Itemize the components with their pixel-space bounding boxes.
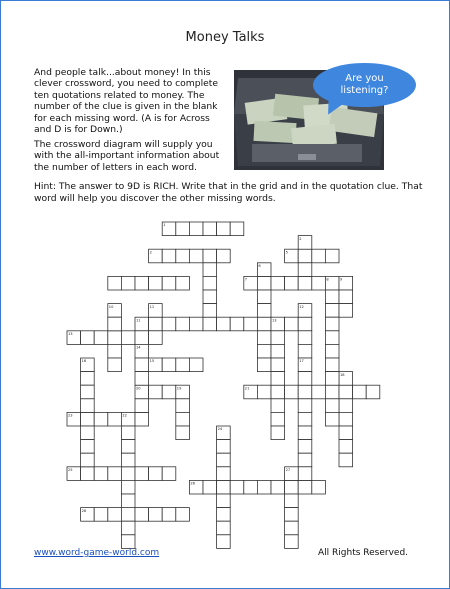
- crossword-cell[interactable]: [217, 508, 231, 522]
- clue-number: 13: [272, 318, 277, 323]
- crossword-cell[interactable]: [298, 263, 312, 277]
- crossword-cell[interactable]: [325, 358, 339, 372]
- crossword-cell[interactable]: [285, 385, 299, 399]
- crossword-cell[interactable]: [121, 467, 135, 481]
- crossword-cell[interactable]: [285, 276, 299, 290]
- crossword-cell[interactable]: [312, 385, 326, 399]
- crossword-cell[interactable]: [271, 399, 285, 413]
- crossword-cell[interactable]: [366, 385, 380, 399]
- crossword-cell[interactable]: [271, 276, 285, 290]
- crossword-cell[interactable]: [203, 304, 217, 318]
- crossword-cell[interactable]: [121, 276, 135, 290]
- crossword-cell[interactable]: [298, 440, 312, 454]
- clue-number: 27: [285, 468, 291, 472]
- crossword-cell[interactable]: [325, 290, 339, 304]
- crossword-cell[interactable]: [121, 508, 135, 522]
- crossword-cell[interactable]: [257, 385, 271, 399]
- crossword-cell[interactable]: [217, 480, 231, 494]
- crossword-cell[interactable]: [325, 399, 339, 413]
- clue-number: 12: [299, 304, 304, 309]
- crossword-cell[interactable]: [339, 426, 353, 440]
- crossword-cell[interactable]: [271, 480, 285, 494]
- crossword-cell[interactable]: [339, 290, 353, 304]
- crossword-cell[interactable]: [176, 358, 190, 372]
- crossword-cell[interactable]: [271, 372, 285, 386]
- clue-number: 1: [163, 223, 166, 228]
- crossword-cell[interactable]: [81, 426, 95, 440]
- crossword-cell[interactable]: [298, 426, 312, 440]
- crossword-cell[interactable]: [189, 317, 203, 331]
- clue-number: 15: [149, 359, 155, 364]
- crossword-cell[interactable]: [339, 412, 353, 426]
- crossword-cell[interactable]: [176, 317, 190, 331]
- crossword-cell[interactable]: [176, 399, 190, 413]
- crossword-cell[interactable]: [244, 480, 258, 494]
- clue-number: 11: [149, 304, 155, 309]
- crossword-cell[interactable]: [121, 331, 135, 345]
- crossword-cell[interactable]: [298, 399, 312, 413]
- crossword-cell[interactable]: [108, 358, 122, 372]
- crossword-cell[interactable]: [203, 249, 217, 263]
- clue-number: 2: [299, 236, 302, 241]
- crossword-cell[interactable]: [135, 399, 149, 413]
- crossword-cell[interactable]: [298, 385, 312, 399]
- crossword-cell[interactable]: [176, 276, 190, 290]
- crossword-cell[interactable]: [135, 508, 149, 522]
- page-title: Money Talks: [185, 30, 265, 45]
- clue-number: 2: [149, 250, 152, 255]
- crossword-cell[interactable]: [108, 317, 122, 331]
- clue-number: 9: [340, 277, 343, 282]
- crossword-cell[interactable]: [325, 385, 339, 399]
- crossword-cell[interactable]: [121, 494, 135, 508]
- crossword-cell[interactable]: [339, 453, 353, 467]
- crossword-cell[interactable]: [176, 249, 190, 263]
- crossword-cell[interactable]: [217, 440, 231, 454]
- crossword-cell[interactable]: [135, 331, 149, 345]
- crossword-cell[interactable]: [257, 317, 271, 331]
- crossword-cell[interactable]: [81, 399, 95, 413]
- crossword-cell[interactable]: [94, 508, 108, 522]
- crossword-cell[interactable]: [325, 331, 339, 345]
- crossword-cell[interactable]: [285, 535, 299, 549]
- crossword-cell[interactable]: [94, 331, 108, 345]
- crossword-cell[interactable]: [312, 480, 326, 494]
- crossword-cell[interactable]: [162, 249, 176, 263]
- crossword-cell[interactable]: [121, 521, 135, 535]
- crossword-cell[interactable]: [94, 467, 108, 481]
- clue-number: 8: [326, 277, 329, 282]
- crossword-cell[interactable]: [325, 344, 339, 358]
- website-link[interactable]: www.word-game-world.com: [34, 548, 160, 558]
- crossword-cell[interactable]: [149, 508, 163, 522]
- crossword-cell[interactable]: [203, 290, 217, 304]
- speech-bubble-text: Are you listening?: [340, 73, 389, 96]
- crossword-cell[interactable]: [176, 508, 190, 522]
- crossword-cell[interactable]: [81, 440, 95, 454]
- crossword-cell[interactable]: [257, 358, 271, 372]
- crossword-cell[interactable]: [285, 508, 299, 522]
- clue-number: 20: [136, 386, 141, 391]
- clue-number: 7: [244, 277, 248, 282]
- crossword-cell[interactable]: [257, 304, 271, 318]
- crossword-cell[interactable]: [162, 317, 176, 331]
- clue-number: 23: [68, 413, 73, 418]
- crossword-cell[interactable]: [339, 304, 353, 318]
- crossword-cell[interactable]: [312, 276, 326, 290]
- crossword-cell[interactable]: [203, 317, 217, 331]
- crossword-cell[interactable]: [298, 467, 312, 481]
- clue-number: 28: [81, 508, 87, 513]
- crossword-cell[interactable]: [189, 358, 203, 372]
- crossword-cell[interactable]: [312, 249, 326, 263]
- crossword-cell[interactable]: [230, 222, 244, 236]
- crossword-cell[interactable]: [176, 426, 190, 440]
- crossword-cell[interactable]: [217, 222, 231, 236]
- crossword-cell[interactable]: [217, 317, 231, 331]
- crossword-cell[interactable]: [203, 222, 217, 236]
- crossword-cell[interactable]: [135, 372, 149, 386]
- clue-number: 16: [81, 359, 87, 364]
- crossword-cell[interactable]: [257, 276, 271, 290]
- crossword-cell[interactable]: [162, 358, 176, 372]
- clue-number: 6: [258, 264, 261, 268]
- crossword-cell[interactable]: [298, 480, 312, 494]
- crossword-cell[interactable]: [81, 372, 95, 386]
- crossword-cell[interactable]: [257, 344, 271, 358]
- crossword-cell[interactable]: [176, 222, 190, 236]
- crossword-cell[interactable]: [108, 344, 122, 358]
- crossword-cell[interactable]: [108, 276, 122, 290]
- intro-paragraph-diagram: The crossword diagram will supply you with the all-important information about the number of letters in each word.: [34, 139, 220, 173]
- crossword-cell[interactable]: [298, 372, 312, 386]
- crossword-cell[interactable]: [81, 385, 95, 399]
- crossword-cell[interactable]: [121, 535, 135, 549]
- crossword-cell[interactable]: [203, 276, 217, 290]
- crossword-cell[interactable]: [149, 276, 163, 290]
- crossword-cell[interactable]: [108, 508, 122, 522]
- crossword-cell[interactable]: [108, 467, 122, 481]
- clue-number: 11: [136, 318, 141, 323]
- crossword-cell[interactable]: [121, 480, 135, 494]
- crossword-cell[interactable]: [81, 467, 95, 481]
- crossword-cell[interactable]: [217, 467, 231, 481]
- crossword-cell[interactable]: [149, 467, 163, 481]
- crossword-cell[interactable]: [271, 331, 285, 345]
- crossword-cell[interactable]: [162, 276, 176, 290]
- crossword-cell[interactable]: [149, 331, 163, 345]
- crossword-cell[interactable]: [257, 290, 271, 304]
- crossword-cell[interactable]: [162, 467, 176, 481]
- crossword-cell[interactable]: [217, 535, 231, 549]
- crossword-cell[interactable]: [271, 358, 285, 372]
- clue-number: 21: [244, 386, 250, 391]
- crossword-cell[interactable]: [298, 453, 312, 467]
- crossword-cell[interactable]: [135, 358, 149, 372]
- crossword-cell[interactable]: [325, 412, 339, 426]
- crossword-cell[interactable]: [81, 412, 95, 426]
- clue-number: 5: [285, 250, 288, 255]
- crossword-cell[interactable]: [285, 494, 299, 508]
- crossword-cell[interactable]: [135, 276, 149, 290]
- crossword-cell[interactable]: [162, 508, 176, 522]
- crossword-cell[interactable]: [271, 344, 285, 358]
- clue-number: 19: [176, 386, 182, 391]
- crossword-cell[interactable]: [271, 426, 285, 440]
- clue-number: 24: [217, 427, 223, 432]
- crossword-cell[interactable]: [244, 317, 258, 331]
- hint-text: Hint: The answer to 9D is RICH. Write that in the grid and in the quotation clue. That word will help you discover the other missing words.: [34, 181, 423, 204]
- crossword-cell[interactable]: [81, 453, 95, 467]
- clue-number: 14: [136, 345, 141, 350]
- crossword-cell[interactable]: [121, 453, 135, 467]
- crossword-cell[interactable]: [298, 249, 312, 263]
- clue-number: 13: [68, 332, 73, 336]
- crossword-cell[interactable]: [339, 399, 353, 413]
- crossword-cell[interactable]: [217, 494, 231, 508]
- crossword-cell[interactable]: [271, 385, 285, 399]
- crossword-cell[interactable]: [121, 440, 135, 454]
- crossword-cell[interactable]: [189, 249, 203, 263]
- crossword-cell[interactable]: [135, 412, 149, 426]
- crossword-cell[interactable]: [257, 480, 271, 494]
- crossword-cell[interactable]: [298, 412, 312, 426]
- crossword-cell[interactable]: [325, 304, 339, 318]
- crossword-cell[interactable]: [353, 385, 367, 399]
- crossword-cell[interactable]: [325, 317, 339, 331]
- crossword-cell[interactable]: [325, 372, 339, 386]
- crossword-cell[interactable]: [271, 412, 285, 426]
- crossword-cell[interactable]: [230, 317, 244, 331]
- crossword-cell[interactable]: [81, 331, 95, 345]
- crossword-cell[interactable]: [217, 521, 231, 535]
- clue-number: 18: [340, 372, 345, 377]
- crossword-cell[interactable]: [176, 412, 190, 426]
- crossword-cell[interactable]: [217, 453, 231, 467]
- crossword-cell[interactable]: [285, 317, 299, 331]
- rights-notice: All Rights Reserved.: [318, 548, 409, 558]
- crossword-cell[interactable]: [149, 317, 163, 331]
- crossword-cell[interactable]: [135, 467, 149, 481]
- crossword-cell[interactable]: [298, 317, 312, 331]
- crossword-cell[interactable]: [285, 521, 299, 535]
- crossword-cell[interactable]: [108, 412, 122, 426]
- clue-number: 26: [190, 481, 195, 486]
- crossword-cell[interactable]: [298, 331, 312, 345]
- crossword-cell[interactable]: [298, 344, 312, 358]
- crossword-cell[interactable]: [257, 331, 271, 345]
- clue-number: 10: [108, 304, 114, 309]
- crossword-cell[interactable]: [149, 385, 163, 399]
- crossword-cell[interactable]: [189, 222, 203, 236]
- crossword-cell[interactable]: [162, 385, 176, 399]
- crossword-cell[interactable]: [339, 385, 353, 399]
- clue-number: 25: [68, 468, 73, 472]
- crossword-cell[interactable]: [298, 276, 312, 290]
- crossword-cell[interactable]: [203, 263, 217, 277]
- crossword-cell[interactable]: [230, 480, 244, 494]
- crossword-cell[interactable]: [339, 440, 353, 454]
- crossword-cell[interactable]: [285, 480, 299, 494]
- crossword-cell[interactable]: [108, 331, 122, 345]
- clue-number: 17: [299, 359, 304, 364]
- crossword-cell[interactable]: [94, 412, 108, 426]
- crossword-cell[interactable]: [203, 480, 217, 494]
- crossword-cell[interactable]: [325, 249, 339, 263]
- crossword-cell[interactable]: [121, 426, 135, 440]
- clue-number: 22: [122, 413, 127, 418]
- intro-paragraph: And people talk...about money! In this clever crossword, you need to complete ten quotations related to money. The number of the clue is given in the blank for each missing word. (A is for Across and D is for Down.): [34, 67, 219, 136]
- crossword-cell[interactable]: [217, 249, 231, 263]
